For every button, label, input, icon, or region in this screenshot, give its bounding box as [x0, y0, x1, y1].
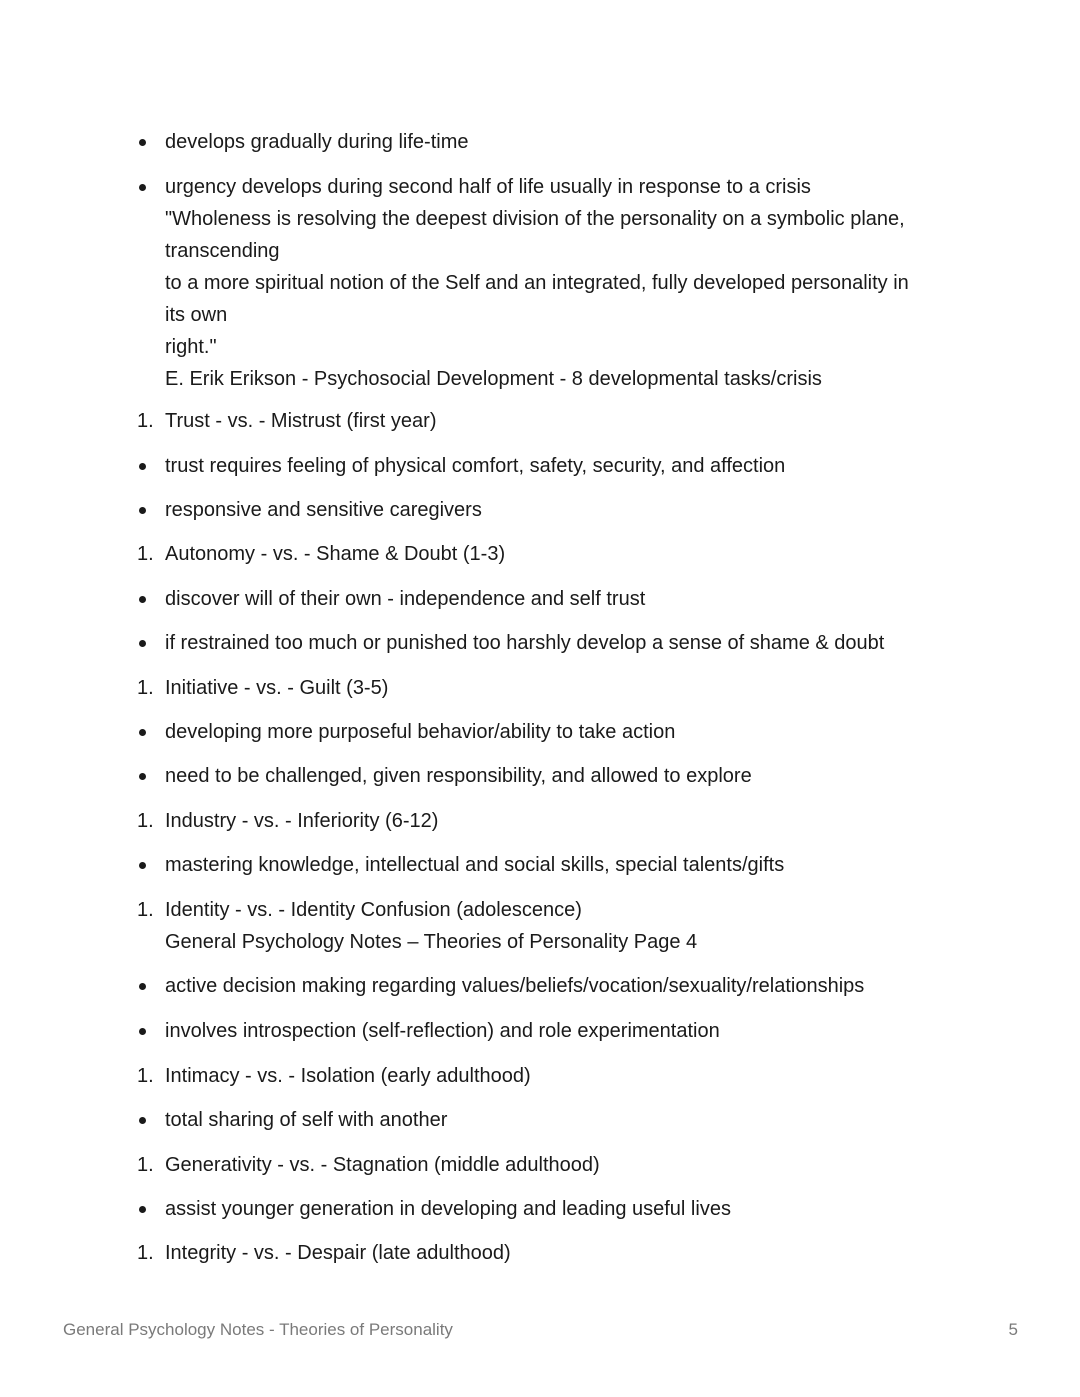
- list-number: 1.: [137, 899, 154, 921]
- numbered-item: [137, 894, 965, 958]
- list-item: [165, 1015, 965, 1047]
- quote-text: "Wholeness is resolving the deepest division of the personality on a symbolic plane,: [165, 208, 905, 230]
- numbered-item: [137, 538, 965, 570]
- numbered-item: [137, 1149, 965, 1181]
- list-number: 1.: [137, 1242, 154, 1264]
- list-item-text: involves introspection (self-reflection) and role experimentation: [165, 1020, 720, 1042]
- list-number: 1.: [137, 410, 154, 432]
- list-item-text: total sharing of self with another: [165, 1109, 448, 1131]
- stage-title: Industry - vs. - Inferiority (6-12): [165, 810, 439, 832]
- numbered-item: [137, 672, 965, 704]
- list-item: [165, 494, 965, 526]
- list-item: [165, 1193, 965, 1225]
- list-item-text: need to be challenged, given responsibility, and allowed to explore: [165, 765, 752, 787]
- quote-text: to a more spiritual notion of the Self and an integrated, fully developed personality in: [165, 272, 909, 294]
- list-item-text: trust requires feeling of physical comfort, safety, security, and affection: [165, 455, 786, 477]
- numbered-item: [137, 405, 965, 437]
- stage-title: Integrity - vs. - Despair (late adulthood): [165, 1242, 511, 1264]
- list-item-text: assist younger generation in developing and leading useful lives: [165, 1198, 731, 1220]
- quote-text: its own: [165, 304, 228, 326]
- list-item: [165, 716, 965, 748]
- list-item: [165, 126, 965, 158]
- list-item: [165, 970, 965, 1002]
- footer-title: General Psychology Notes - Theories of Personality: [63, 1320, 453, 1339]
- list-number: 1.: [137, 1065, 154, 1087]
- numbered-item: [137, 805, 965, 837]
- page-number: 5: [1008, 1320, 1018, 1339]
- stage-title: Autonomy - vs. - Shame & Doubt (1-3): [165, 543, 506, 565]
- list-item: [165, 849, 965, 881]
- stage-title: Intimacy - vs. - Isolation (early adulthood): [165, 1065, 531, 1087]
- stage-title: Identity - vs. - Identity Confusion (adolescence): [165, 899, 582, 921]
- numbered-item: [137, 1237, 965, 1269]
- list-number: 1.: [137, 677, 154, 699]
- list-item: [165, 450, 965, 482]
- list-item-text: developing more purposeful behavior/ability to take action: [165, 721, 676, 743]
- list-item: [165, 760, 965, 792]
- list-item-text: active decision making regarding values/beliefs/vocation/sexuality/relationships: [165, 975, 865, 997]
- section-heading: E. Erik Erikson - Psychosocial Development - 8 developmental tasks/crisis: [165, 368, 822, 390]
- list-item: [165, 627, 965, 659]
- quote-text: right.": [165, 336, 217, 358]
- page-reference: General Psychology Notes – Theories of Personality Page 4: [165, 931, 698, 953]
- list-number: 1.: [137, 810, 154, 832]
- numbered-item: [137, 1060, 965, 1092]
- list-item: [165, 171, 965, 395]
- stage-title: Generativity - vs. - Stagnation (middle adulthood): [165, 1154, 600, 1176]
- stage-title: Trust - vs. - Mistrust (first year): [165, 410, 437, 432]
- list-number: 1.: [137, 543, 154, 565]
- list-item: [165, 1104, 965, 1136]
- list-item: [165, 583, 965, 615]
- list-item-text: mastering knowledge, intellectual and social skills, special talents/gifts: [165, 854, 785, 876]
- list-item-text: if restrained too much or punished too harshly develop a sense of shame & doubt: [165, 632, 885, 654]
- list-item-text: responsive and sensitive caregivers: [165, 499, 482, 521]
- list-item-text: urgency develops during second half of life usually in response to a crisis: [165, 176, 811, 198]
- list-item-text: develops gradually during life-time: [165, 131, 469, 153]
- quote-text: transcending: [165, 240, 280, 262]
- stage-title: Initiative - vs. - Guilt (3-5): [165, 677, 389, 699]
- list-number: 1.: [137, 1154, 154, 1176]
- list-item-text: discover will of their own - independence and self trust: [165, 588, 646, 610]
